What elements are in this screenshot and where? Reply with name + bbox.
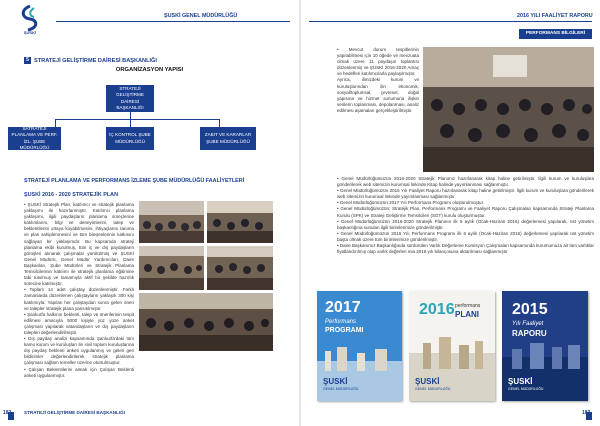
meeting-photo [423,47,594,172]
paragraph: • ŞUSKİ Stratejik Plan, katılımcı ve stratejik planlama yaklaşımı ile hazırlanmıştır. Katılımcı planlama yaklaşımı, ilgili paydaşların planlama süreçlerine katılımlarını, bilgi ve deneyimlerini, talep ve beklentilerini ortaya koyabilmesini, ihtiyaçlarını tanıma ve plan sahiplenmesini ve tüm bileşenlerinin katkısını sağlayan bir yaklaşımdır. Bu kapsamda strateji planlama ekibi kurulmuş, tüm iç ve dış paydaşların görüşleri alınarak çalışmalar yürütülmüş ve ŞUSKİ Genel Müdürü, Genel Müdür Yardımcıları, Daire Başkanları, Şube Müdürleri ve Stratejik Planlama Temsilcilerinin katılımı ile stratejik planlama eğitimine tabi tutulmuş ve tamamıyla aktif bir şekilde hazırlık sürecine katılmıştır. [24,202,134,287]
cover-year: 2017 [325,299,361,316]
org-box-top: STRATEJİ GELİŞTİRME DAİRESİ BAŞKANLIĞI [106,85,154,112]
paragraph: • Genel Müdürlüğümüzün 2015 Yılı Faaliyet Raporu hazırlanarak kitap haline getirilmiştir. İlgili kurum ve kuruluşlara gönderilerek web sitemizin kurumsal linkinde yayımlanması sağlanmıştır. [337,188,594,200]
section-tab: PERFORMANS BİLGİLERİ [519,29,592,39]
paragraph: • Şanlıurfa halkının beklenti, talep ve önerilerinin tespit edilmesi amacıyla 5000 kişiyle yüz yüze anket çalışması yapılarak vatandaşların ve dış paydaşların talepleri değerlendirilmiştir. [24,311,134,335]
org-box-minutes: ZABIT VE KARARLAR ŞUBE MÜDÜRLÜĞÜ [200,127,256,150]
section-number: 5 [24,57,31,64]
cover-brand: ŞUSKİ [323,377,348,386]
paragraph: • Genel Müdürlüğümüzün 2016-2020 Stratejik Planımız hazırlanarak kitap haline getirilmiştir. İlgili kurum ve kuruluşlara gönderilerek web sitemizin kurumsal linkinde Kitap halinde yayımlanması sağlanmıştır. [337,176,594,188]
header-left-title: ŞUSKİ GENEL MÜDÜRLÜĞÜ [164,13,238,19]
workshop-photo-wide [139,293,273,351]
cover-2015-activity-report [502,291,588,401]
cover-2017-performance-programme [317,291,402,401]
workshop-photo [139,246,204,290]
org-connector [55,119,220,120]
cover-line1: Yılı Faaliyet [512,321,544,327]
cover-year: 2016 [419,301,455,318]
suski-logo [10,4,50,36]
heading-activities: STRATEJİ PLANLAMA VE PERFORMANS İZLEME ŞUBE MÜDÜRLÜĞÜ FAALİYETLERİ [24,178,245,184]
paragraph: • Genel Müdürlüğümüzün 2016 Yılı Performans Programı ilk 6 aylık (Ocak-Haziran 2016) değerlemesi yapılarak üst yönetim başta olmak üzere tüm birimlerimize gönderilmiştir. [337,230,594,242]
org-connector [130,119,131,127]
cover-line2: PROGRAMI [325,327,364,334]
cover-brand: ŞUSKİ [508,377,533,386]
cover-year: 2015 [512,301,548,318]
cover-2016-performance-plan [409,291,495,401]
left-page [0,0,299,426]
org-box-internal-control: İÇ KONTROL ŞUBE MÜDÜRLÜĞÜ [106,127,154,150]
footer-left-text: STRATEJİ GELİŞTİRME DAİRESİ BAŞKANLIĞI [24,410,125,415]
header-rule [56,21,290,22]
paragraph: • Çalışan Beklentilerini almak için Çalışan Beklenti anketi uygulanmıştır. [24,366,134,378]
left-page-number: 182 [3,410,12,416]
left-body-text [24,202,134,379]
cover-sub: GENEL MÜDÜRLÜĞÜ [508,387,544,391]
svg-text:ŞUSKİ: ŞUSKİ [23,30,37,35]
org-connector [130,112,131,119]
header-rule [309,21,592,22]
section-title-text: STRATEJİ GELİŞTİRME DAİRESİ BAŞKANLIĞI [34,57,157,64]
org-connector [219,119,220,127]
paragraph: • Toplam 14 adet çalıştay düzenlenmiştir. Farklı zamanlarda düzenlenen çalıştayların yaklaşık 300 kişi katılımıyla: Yapılan her çalıştaydan sonra gelen öneri ve talepler stratejik plana yansıtılmıştır. [24,287,134,311]
cover-sub: GENEL MÜDÜRLÜĞÜ [323,387,359,391]
cover-line1: performans [455,303,481,309]
workshop-photo [207,246,273,290]
heading-strategic-plan: ŞUSKİ 2016 - 2020 STRATEJİK PLAN [24,192,118,198]
paragraph: • Genel Müdürlüğümüzün 2016-2020 Stratejik Planının ilk 6 aylık (Ocak-Haziran 2016) değerlemesi yapılarak, üst yönetim başkanlığına sunulan ilgili birimlerimize gönderilmiştir. [337,218,594,230]
workshop-photo [139,201,204,243]
right-body-full [337,176,594,255]
header-right-title: 2016 YILI FAALİYET RAPORU [517,13,593,19]
paragraph: • Genel Müdürlüğümüzün 2017 Yılı Performans Programı oluşturulmuştur. [337,200,485,206]
right-page-number: 183 [582,410,591,416]
right-page [301,0,600,426]
cover-line2: PLANI [455,310,479,319]
cover-sub: GENEL MÜDÜRLÜĞÜ [415,387,451,391]
org-box-strategy: SATRATEJİ PLANLAMA VE PERF. İZL. ŞUBE MÜDÜRLÜĞÜ [8,127,61,150]
paragraph: • Mevcut durum tespitlerinin yapılabilmesi için 10 öğede ve mevzuata olmak üzere 11 paydaşın toplantısı düzenlenmiş ve ŞUSKİ 2016-2020 Amaç ve hedefleri katılımcılarla paylaşılmıştır. [337,47,419,77]
cover-line1: Performans [325,319,357,325]
org-title: ORGANİZASYON YAPISI [115,67,184,73]
right-body-col1 [337,47,419,114]
paragraph: • Genel Müdürlüğümüzün; Stratejik Plan, Performans Programı ve Faaliyet Raporu Çalışmaları kapsamında Strateji Planlama Kurulu (SPK) ve Strateji Geliştirme Temsilcileri (SGT) kurulu oluşturmuştur. [337,206,594,218]
paragraph: • Dış paydaş analizi kapsamında Şanlıurfa'daki tüm kamu kurum ve kuruluşları ile sivil toplum kuruluşlarına dış paydaş beklenti anketi uygulanmış ve gelen geri bildirimler değerlendirilerek stratejik planlama çalışması sağlam temeller üzerine oturtulmuştur. [24,336,134,366]
paragraph: Ayrıca, ilimizdeki kurum ve kuruluşlarından ilin ekonomik, sosyal/toplumsal, çevresel, doğal yapısına ve hizmet sunumuna ilişkin verilerin toplanması, depolanması, analiz edilmesi aşamaları gerçekleştirilmiştir. [337,77,419,113]
workshop-photo [207,201,273,243]
paragraph: • Daire Başkanımız Başkanlığında sürdürülen Varlık Değerleme Komisyon Çalışmaları kapsamında kurumumuza ait tüm varlıklar fiyatlandırılmış olup varlık değerleri mia 2016 yılı bilançosuna aktarılması sağlanmıştır. [337,243,594,255]
cover-brand: ŞUSKİ [415,377,440,386]
section-title [24,57,157,64]
cover-line2: RAPORU [512,329,547,338]
